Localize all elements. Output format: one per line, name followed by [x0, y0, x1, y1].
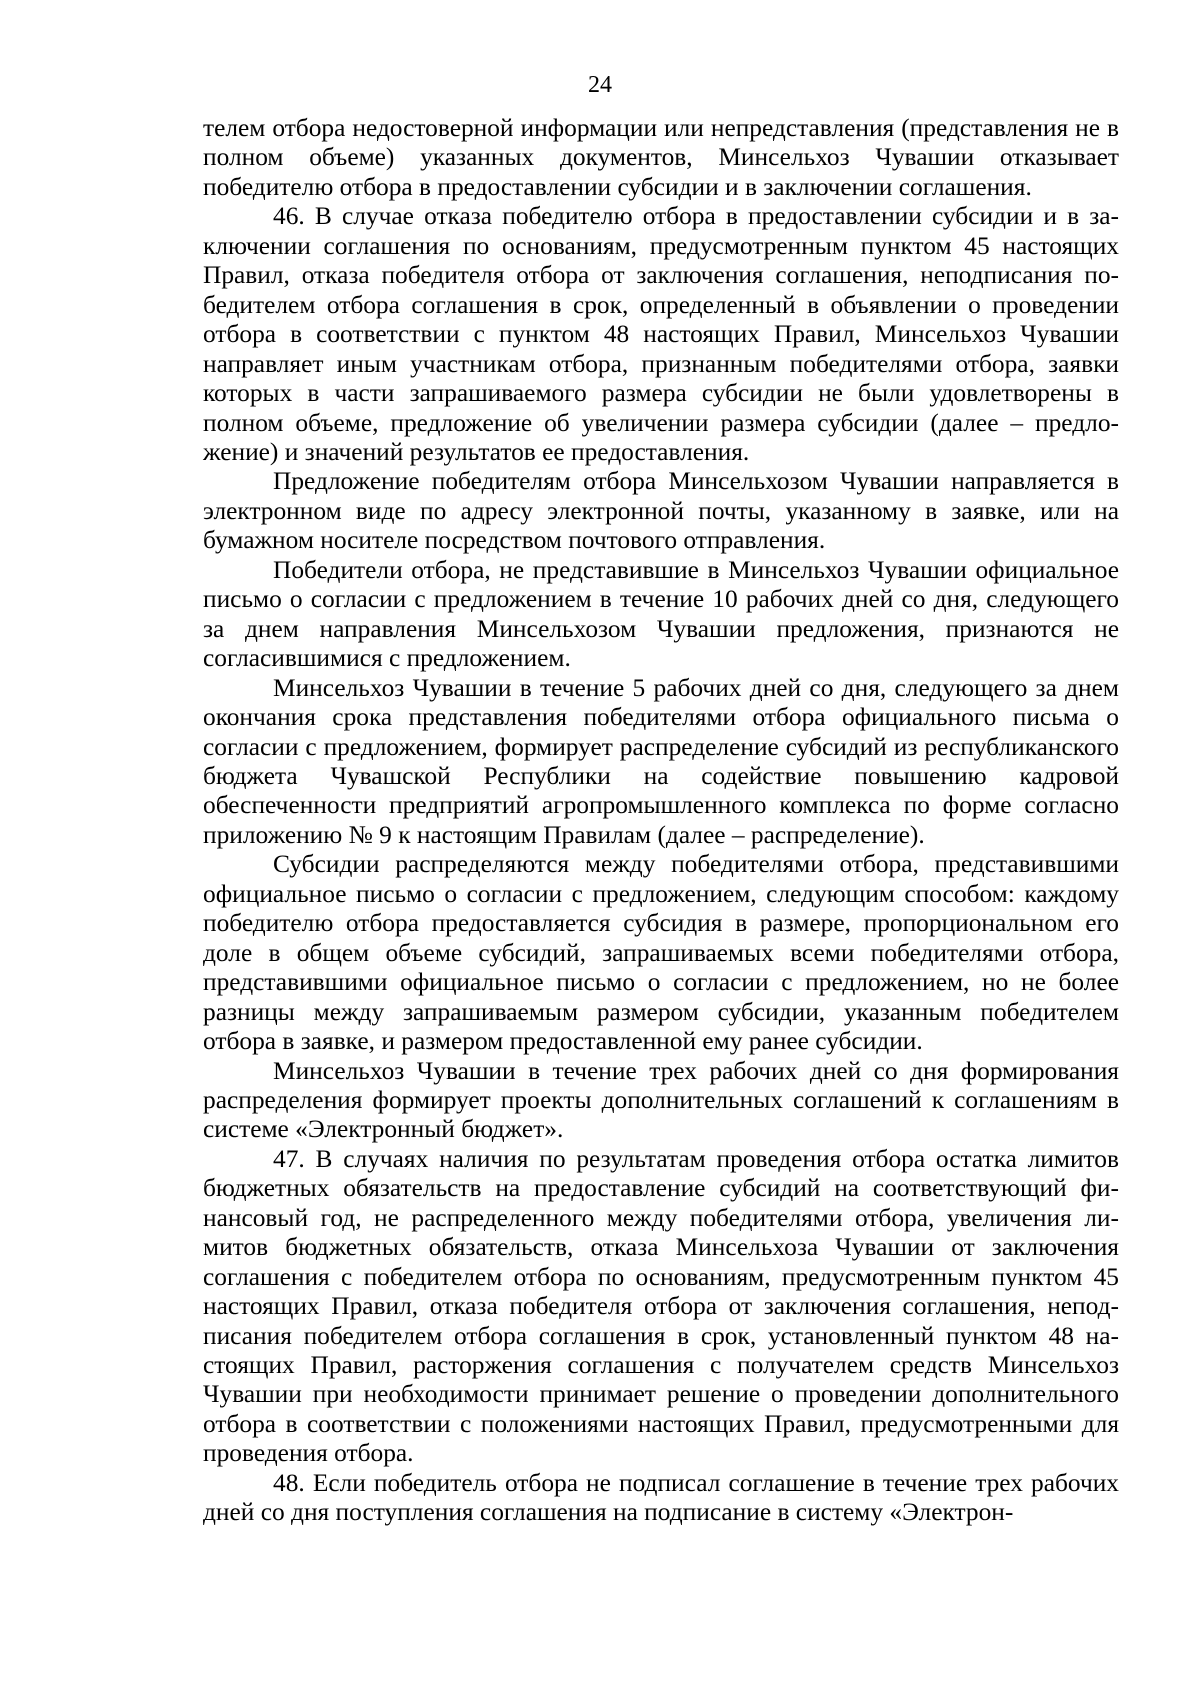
paragraph: Субсидии распределяются между победителями отбора, представившими официальное письмо о согласии с предложением, следующим способом: каждому победителю отбора предоставляется субсидия в размере, пропорциональном его доле в общем объеме субсидий, запрашиваемых всеми победителями отбора, представившими официальное письмо о согласии с предложением, но не более разницы между запрашиваемым размером субсидии, указанным победителем отбора в заявке, и размером предоставленной ему ранее субсидии. — [203, 850, 1119, 1056]
paragraph: Минсельхоз Чувашии в течение 5 рабочих дней со дня, следующего за днем окончания срока представления победителями отбора официального письма о согласии с предложением, формирует распределение субсидий из республиканского бюджета Чувашской Республики на содействие повышению кадровой обеспеченности предприятий агропромышленного комплекса по форме согласно приложению № 9 к настоящим Правилам (далее – распределение). — [203, 673, 1119, 849]
paragraph-clause-48: 48. Если победитель отбора не подписал соглашение в течение трех рабочих дней со дня поступления соглашения на подписание в систему «Электрон- — [203, 1468, 1119, 1527]
paragraph: Предложение победителям отбора Минсельхозом Чувашии направляется в электронном виде по адресу электронной почты, указанному в заявке, или на бумажном носителе посредством почтового отправления. — [203, 467, 1119, 555]
page-number: 24 — [588, 72, 612, 98]
paragraph: Минсельхоз Чувашии в течение трех рабочих дней со дня формирования распределения формирует проекты дополнительных соглашений к соглашениям в системе «Электронный бюджет». — [203, 1056, 1119, 1144]
document-body — [203, 114, 1119, 1528]
paragraph: Победители отбора, не представившие в Минсельхоз Чувашии официальное письмо о согласии с предложением в течение 10 рабочих дней со дня, следующего за днем направления Минсельхозом Чувашии предложения, признаются не согласившимися с предложением. — [203, 555, 1119, 673]
paragraph-continuation: телем отбора недостоверной информации или непредставления (представления не в полном объеме) указанных документов, Минсельхоз Чувашии отказывает победителю отбора в предоставлении субсидии и в заключении соглашения. — [203, 114, 1119, 201]
paragraph-clause-47: 47. В случаях наличия по результатам проведения отбора остатка лимитов бюджетных обязательств на предоставление субсидий на соответствующий финансовый год, не распределенного между победителями отбора, увеличения лимитов бюджетных обязательств, отказа Минсельхоза Чувашии от заключения соглашения с победителем отбора по основаниям, предусмотренным пунктом 45 настоящих Правил, отказа победителя отбора от заключения соглашения, неподписания победителем отбора соглашения в срок, установленный пунктом 48 настоящих Правил, расторжения соглашения с получателем средств Минсельхоз Чувашии при необходимости принимает решение о проведении дополнительного отбора в соответствии с положениями настоящих Правил, предусмотренными для проведения отбора. — [203, 1144, 1119, 1468]
paragraph-clause-46: 46. В случае отказа победителю отбора в предоставлении субсидии и в заключении соглашения по основаниям, предусмотренным пунктом 45 настоящих Правил, отказа победителя отбора от заключения соглашения, неподписания победителем отбора соглашения в срок, определенный в объявлении о проведении отбора в соответствии с пунктом 48 настоящих Правил, Минсельхоз Чувашии направляет иным участникам отбора, признанным победителями отбора, заявки которых в части запрашиваемого размера субсидии не были удовлетворены в полном объеме, предложение об увеличении размера субсидии (далее – предложение) и значений результатов ее предоставления. — [203, 202, 1119, 466]
